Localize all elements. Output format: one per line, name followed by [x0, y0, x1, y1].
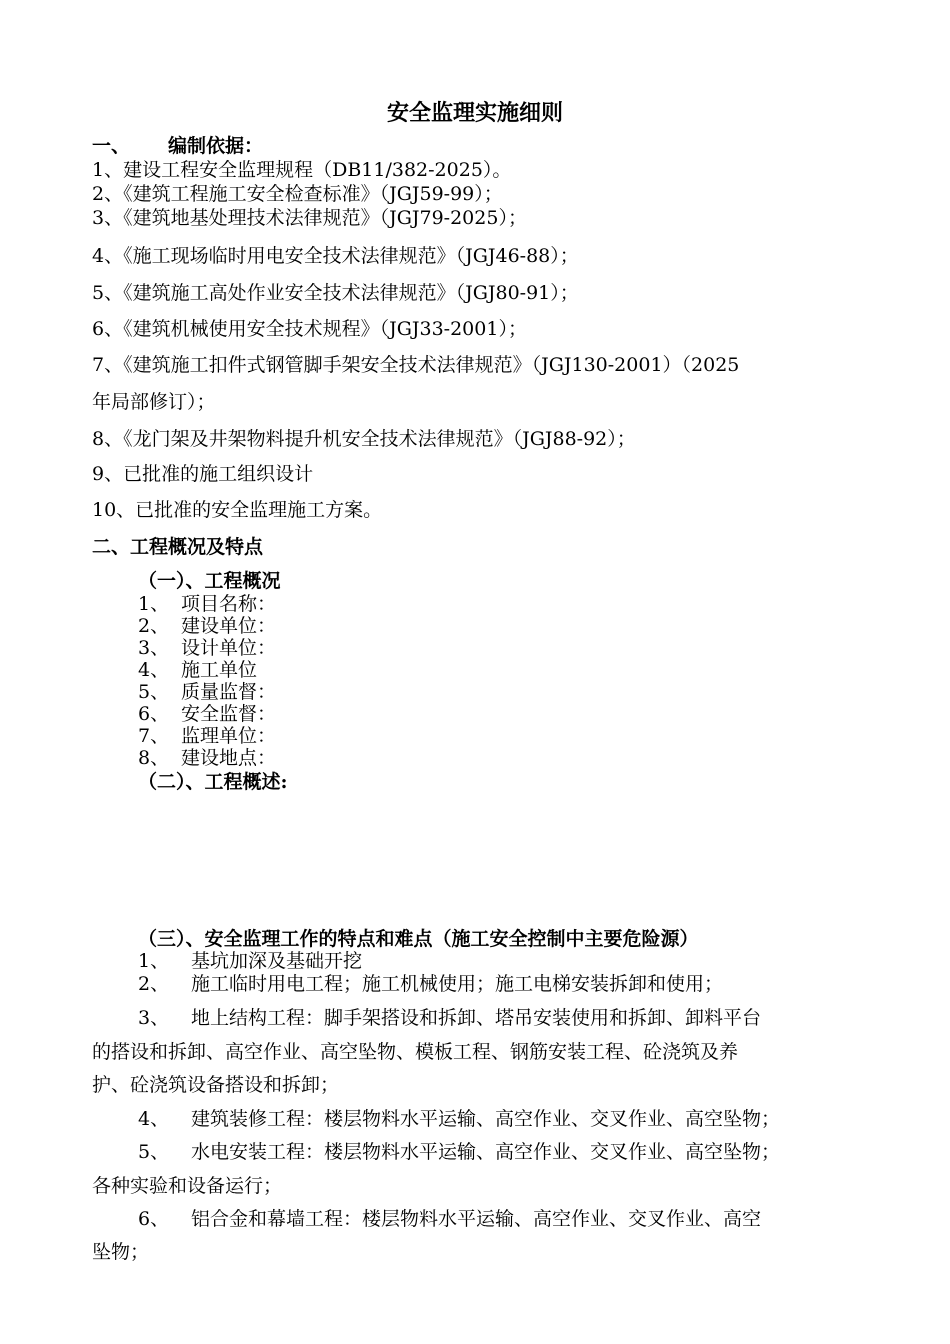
hazard-item-text: 建筑装修工程：楼层物料水平运输、高空作业、交叉作业、高空坠物； — [191, 1108, 781, 1130]
hazard-item-number: 4、 — [138, 1108, 170, 1130]
overview-item-number: 7、 — [138, 725, 170, 747]
reference-item: 8、《龙门架及井架物料提升机安全技术法律规范》（JGJ88-92）； — [92, 428, 636, 450]
overview-item — [138, 593, 276, 615]
overview-item — [138, 747, 276, 769]
overview-item-label: 设计单位： — [181, 637, 277, 659]
hazard-item-text: 铝合金和幕墙工程：楼层物料水平运输、高空作业、交叉作业、高空 — [191, 1208, 762, 1230]
hazard-item-text: 施工临时用电工程；施工机械使用；施工电梯安装拆卸和使用； — [191, 973, 724, 995]
overview-item — [138, 725, 276, 747]
hazard-item-continuation: 的搭设和拆卸、高空作业、高空坠物、模板工程、钢筋安装工程、砼浇筑及养 — [92, 1041, 739, 1063]
overview-item-number: 4、 — [138, 659, 170, 681]
reference-item: 4、《施工现场临时用电安全技术法律规范》（JGJ46-88）； — [92, 245, 579, 267]
section2-heading: 二、工程概况及特点 — [92, 536, 264, 558]
reference-item: 7、《建筑施工扣件式钢管脚手架安全技术法律规范》（JGJ130-2001）（2025 — [92, 354, 740, 376]
reference-item: 2、《建筑工程施工安全检查标准》（JGJ59-99）； — [92, 183, 503, 205]
overview-item-label: 施工单位 — [181, 659, 258, 681]
hazard-item — [138, 1141, 780, 1163]
hazard-item — [138, 1108, 780, 1130]
overview-item-number: 8、 — [138, 747, 170, 769]
overview-item-number: 1、 — [138, 593, 170, 615]
hazard-item — [138, 1007, 761, 1029]
hazard-item-number: 3、 — [138, 1007, 170, 1029]
overview-item — [138, 703, 276, 725]
reference-item: 9、已批准的施工组织设计 — [92, 463, 314, 485]
hazard-item-number: 5、 — [138, 1141, 170, 1163]
overview-item-number: 3、 — [138, 637, 170, 659]
section1-heading — [92, 135, 263, 157]
hazard-item — [138, 1208, 761, 1230]
overview-item-number: 6、 — [138, 703, 170, 725]
overview-item-label: 安全监督： — [181, 703, 277, 725]
overview-item-label: 建设单位： — [181, 615, 277, 637]
overview-item — [138, 615, 276, 637]
reference-item: 1、建设工程安全监理规程（DB11/382-2025）。 — [92, 159, 512, 181]
hazard-item — [138, 973, 723, 995]
hazard-item-number: 6、 — [138, 1208, 170, 1230]
overview-item — [138, 637, 276, 659]
hazard-item — [138, 950, 362, 972]
overview-item-label: 监理单位： — [181, 725, 277, 747]
overview-item-number: 2、 — [138, 615, 170, 637]
document-title: 安全监理实施细则 — [386, 100, 563, 126]
hazard-item-text: 水电安装工程：楼层物料水平运输、高空作业、交叉作业、高空坠物； — [191, 1141, 781, 1163]
section1-heading-number: 一、 — [92, 135, 131, 157]
overview-item-label: 项目名称： — [181, 593, 277, 615]
hazard-item-text: 地上结构工程：脚手架搭设和拆卸、塔吊安装使用和拆卸、卸料平台 — [191, 1007, 762, 1029]
overview-item-label: 质量监督： — [181, 681, 277, 703]
hazard-item-number: 1、 — [138, 950, 170, 972]
overview-item-label: 建设地点： — [181, 747, 277, 769]
hazard-item-continuation: 各种实验和设备运行； — [92, 1175, 283, 1197]
section1-heading-text: 编制依据： — [168, 135, 264, 157]
subsection2-heading: （二）、工程概述: — [138, 771, 288, 793]
reference-item: 10、已批准的安全监理施工方案。 — [92, 499, 383, 521]
overview-item — [138, 659, 257, 681]
hazard-item-text: 基坑加深及基础开挖 — [191, 950, 363, 972]
reference-item: 6、《建筑机械使用安全技术规程》（JGJ33-2001）； — [92, 318, 527, 340]
overview-item-number: 5、 — [138, 681, 170, 703]
hazard-item-continuation: 坠物； — [92, 1241, 150, 1263]
subsection3-heading: （三）、安全监理工作的特点和难点（施工安全控制中主要危险源） — [138, 928, 699, 950]
subsection1-heading: （一）、工程概况 — [138, 570, 281, 592]
overview-item — [138, 681, 276, 703]
reference-item: 5、《建筑施工高处作业安全技术法律规范》（JGJ80-91）； — [92, 282, 579, 304]
hazard-item-number: 2、 — [138, 973, 170, 995]
reference-item-continuation: 年局部修订）； — [92, 391, 216, 413]
hazard-item-continuation: 护、砼浇筑设备搭设和拆卸； — [92, 1074, 340, 1096]
reference-item: 3、《建筑地基处理技术法律规范》（JGJ79-2025）； — [92, 207, 527, 229]
